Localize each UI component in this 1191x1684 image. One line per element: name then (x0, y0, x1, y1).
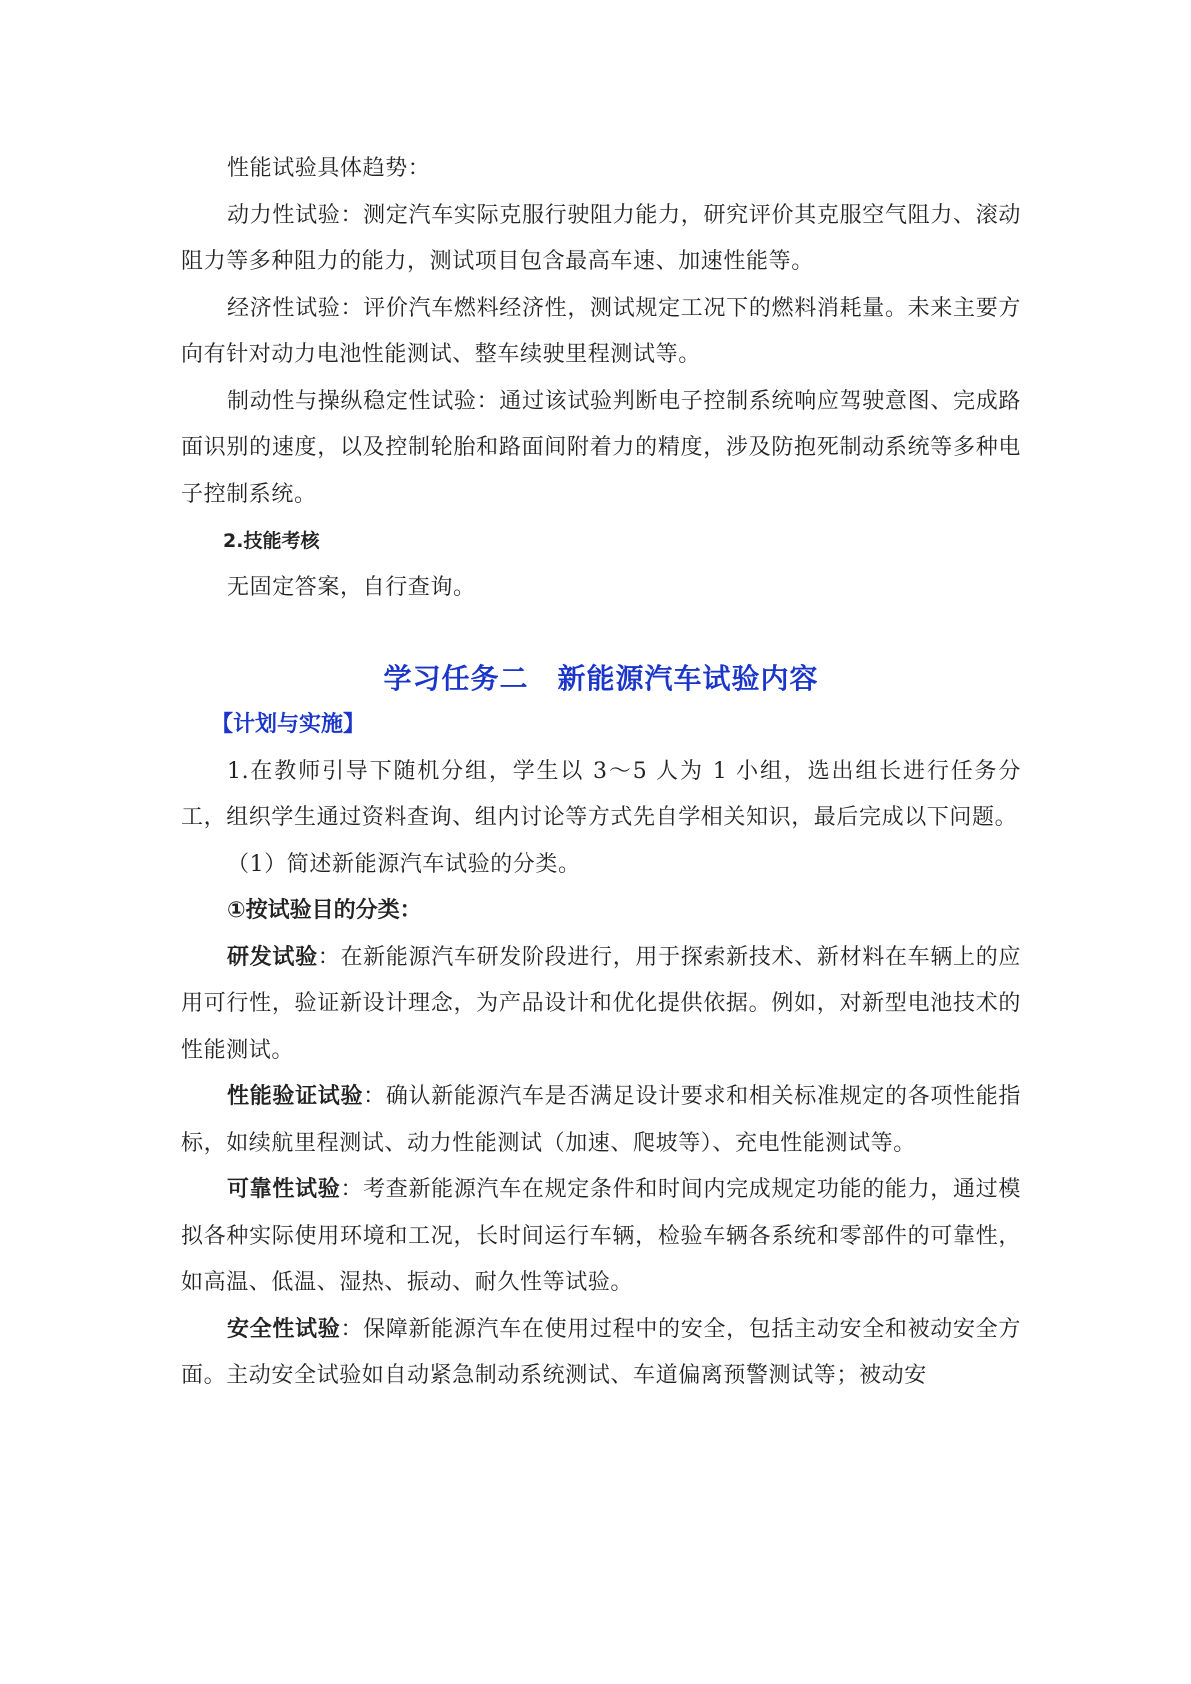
paragraph-question-1: （1）简述新能源汽车试验的分类。 (227, 851, 581, 877)
reliability-test-lead: 可靠性试验 (227, 1177, 341, 1202)
performance-verification-lead: 性能验证试验 (227, 1084, 364, 1109)
safety-test-text: ：保障新能源汽车在使用过程中的安全，包括主动安全和被动安全方面。主动安全试验如自动紧急制动系统测试、车道偏离预警测试等；被动安 (181, 1316, 1021, 1388)
heading-skill-assessment: 2.技能考核 (223, 530, 320, 552)
rd-test-text: ：在新能源汽车研发阶段进行，用于探索新技术、新材料在车辆上的应用可行性，验证新设计理念，为产品设计和优化提供依据。例如，对新型电池技术的性能测试。 (181, 944, 1022, 1063)
paragraph-trend-intro: 性能试验具体趋势： (227, 156, 431, 181)
paragraph-brake-test: 制动性与操纵稳定性试验：通过该试验判断电子控制系统响应驾驶意图、完成路面识别的速度，以及控制轮胎和路面间附着力的精度，涉及防抱死制动系统等多种电子控制系统。 (181, 388, 1021, 507)
paragraph-safety-test (181, 1307, 1021, 1400)
section-gap (181, 611, 1021, 656)
section-title: 学习任务二 新能源汽车试验内容 (383, 662, 819, 695)
performance-verification-text: ：确认新能源汽车是否满足设计要求和相关标准规定的各项性能指标，如续航里程测试、动力性能测试（加速、爬坡等）、充电性能测试等。 (181, 1084, 1022, 1156)
paragraph-rd-test (181, 935, 1021, 1075)
heading-by-purpose: ①按试验目的分类： (227, 898, 422, 923)
rd-test-lead: 研发试验 (227, 944, 318, 970)
paragraph-reliability-test (181, 1167, 1021, 1307)
paragraph-performance-verification (181, 1074, 1021, 1167)
document-page (181, 146, 1021, 1400)
paragraph-power-test: 动力性试验：测定汽车实际克服行驶阻力能力，研究评价其克服空气阻力、滚动阻力等多种阻力的能力，测试项目包含最高车速、加速性能等。 (181, 202, 1021, 274)
safety-test-lead: 安全性试验 (227, 1316, 341, 1342)
paragraph-grouping: 1.在教师引导下随机分组，学生以 3～5 人为 1 小组，选出组长进行任务分工，组织学生通过资料查询、组内讨论等方式先自学相关知识，最后完成以下问题。 (181, 758, 1021, 830)
paragraph-economy-test: 经济性试验：评价汽车燃料经济性，测试规定工况下的燃料消耗量。未来主要方向有针对动力电池性能测试、整车续驶里程测试等。 (181, 295, 1021, 367)
paragraph-no-answer: 无固定答案，自行查询。 (227, 574, 476, 600)
plan-heading: 【计划与实施】 (211, 712, 366, 737)
reliability-test-text: ：考查新能源汽车在规定条件和时间内完成规定功能的能力，通过模拟各种实际使用环境和工况，长时间运行车辆，检验车辆各系统和零部件的可靠性，如高温、低温、湿热、振动、耐久性等试验。 (181, 1177, 1021, 1295)
